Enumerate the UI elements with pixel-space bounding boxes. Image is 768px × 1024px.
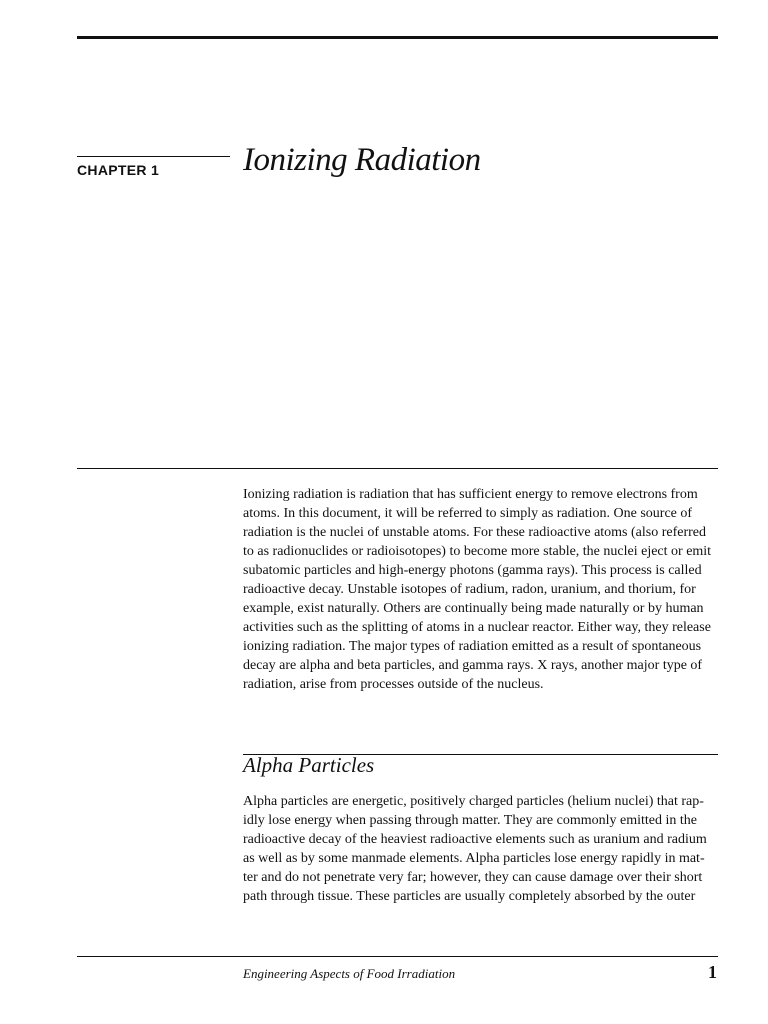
alpha-line: path through tissue. These particles are usually completely absorbed by the outer (243, 889, 696, 904)
intro-paragraph (243, 485, 718, 694)
intro-line: subatomic particles and high-energy photons (gamma rays). This process is called (243, 563, 702, 578)
intro-line: radiation is the nuclei of unstable atoms. For these radioactive atoms (also referred (243, 525, 707, 540)
alpha-particles-paragraph (243, 792, 718, 906)
intro-line: example, exist naturally. Others are continually being made naturally or by human (243, 601, 704, 616)
section-heading: Alpha Particles (243, 753, 375, 777)
alpha-line: ter and do not penetrate very far; however, they can cause damage over their short (243, 870, 703, 885)
intro-line: to as radionuclides or radioisotopes) to become more stable, the nuclei eject or emit (243, 544, 712, 559)
footer-rule (77, 956, 718, 957)
alpha-line: radioactive decay of the heaviest radioactive elements such as uranium and radium (243, 832, 707, 847)
footer-book-title: Engineering Aspects of Food Irradiation (243, 966, 456, 981)
alpha-line: idly lose energy when passing through matter. They are commonly emitted in the (243, 813, 697, 828)
intro-line: radiation, arise from processes outside of the nucleus. (243, 677, 544, 692)
chapter-label-rule (77, 156, 230, 157)
page-number: 1 (708, 962, 717, 982)
chapter-label: CHAPTER 1 (77, 162, 160, 178)
body-divider-rule (77, 468, 718, 469)
intro-line: atoms. In this document, it will be referred to simply as radiation. One source of (243, 506, 693, 521)
intro-line: activities such as the splitting of atoms in a nuclear reactor. Either way, they release (243, 620, 711, 635)
alpha-line: Alpha particles are energetic, positively charged particles (helium nuclei) that rap- (243, 794, 704, 809)
intro-line: radioactive decay. Unstable isotopes of radium, radon, uranium, and thorium, for (243, 582, 696, 597)
intro-line: ionizing radiation. The major types of radiation emitted as a result of spontaneous (243, 639, 702, 654)
top-rule (77, 36, 718, 39)
intro-line: decay are alpha and beta particles, and gamma rays. X rays, another major type of (243, 658, 703, 673)
intro-line: Ionizing radiation is radiation that has sufficient energy to remove electrons from (243, 487, 698, 502)
chapter-title: Ionizing Radiation (243, 142, 481, 178)
alpha-line: as well as by some manmade elements. Alpha particles lose energy rapidly in mat- (243, 851, 705, 866)
